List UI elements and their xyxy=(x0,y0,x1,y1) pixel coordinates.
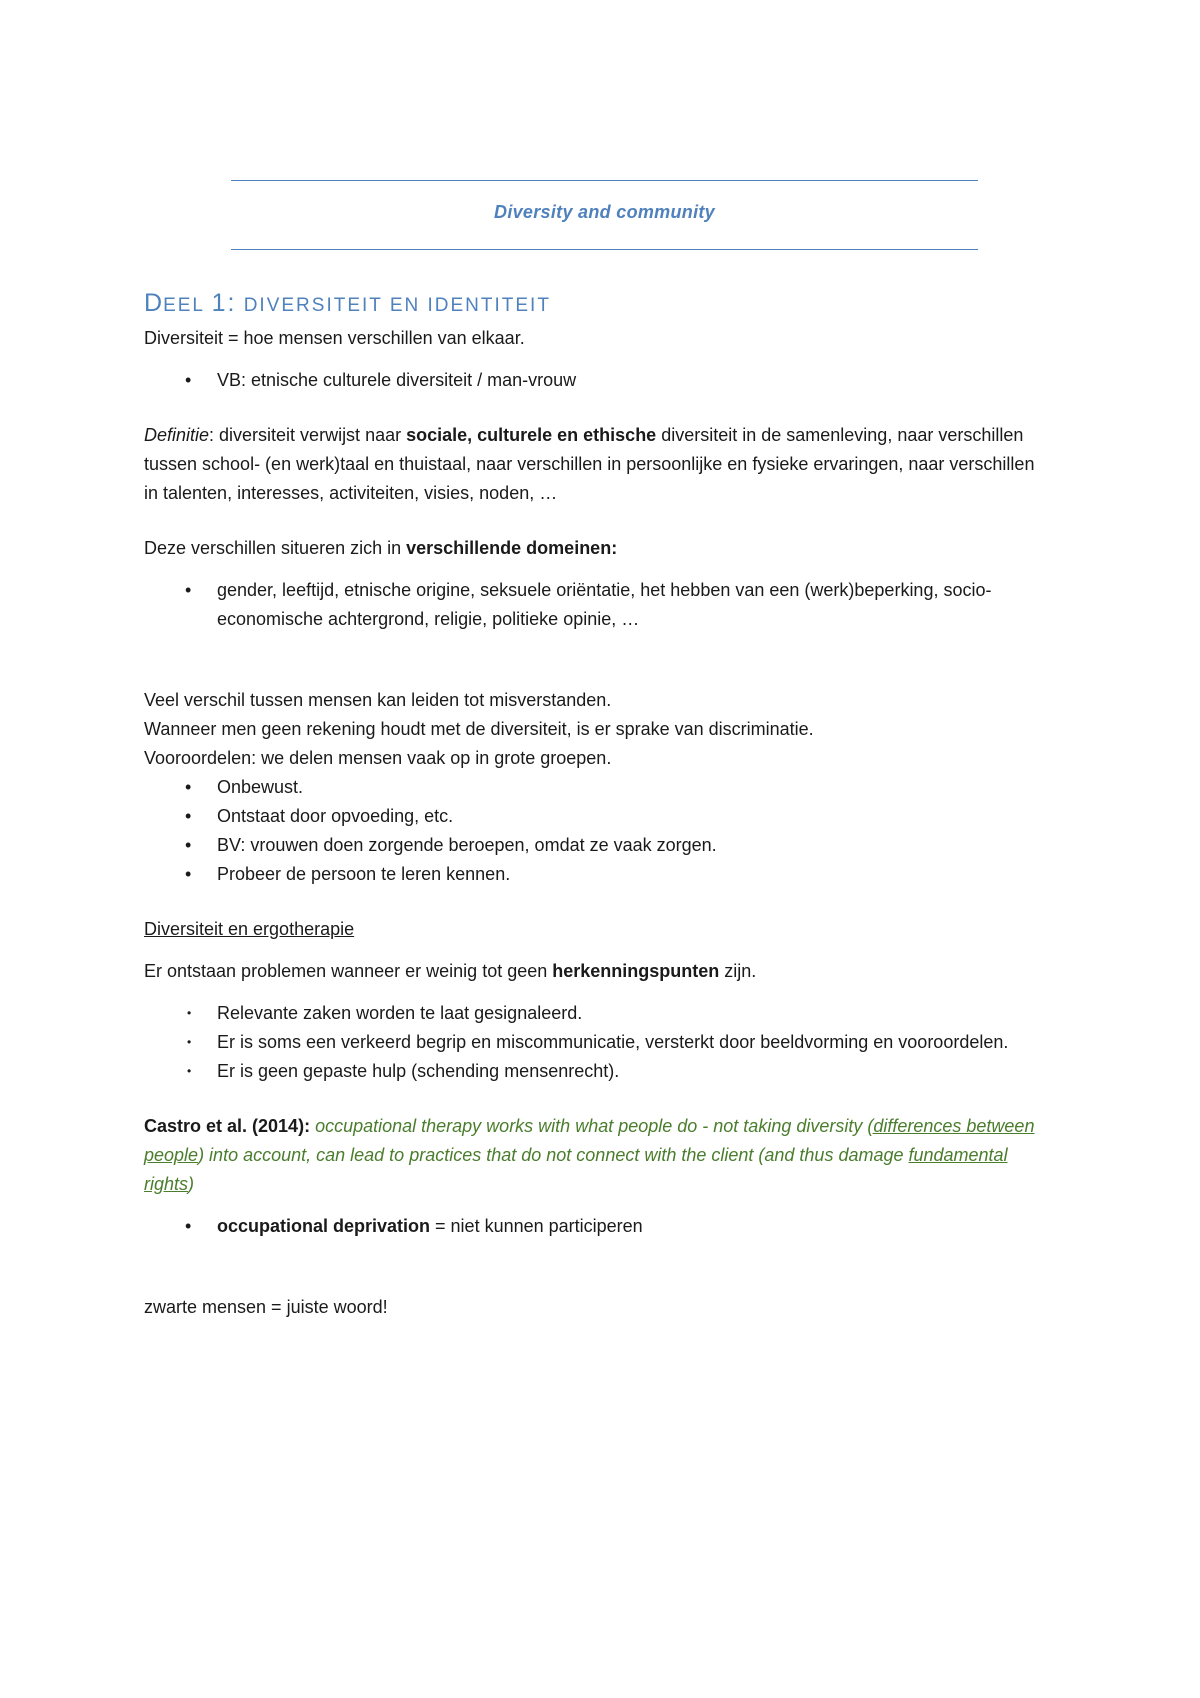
list-item xyxy=(144,1057,1044,1086)
list-item xyxy=(144,1028,1044,1057)
heading-title: DIVERSITEIT EN IDENTITEIT xyxy=(236,295,551,316)
list-item xyxy=(144,831,1044,860)
castro-quote-c: ) into account, can lead to practices that do not connect with the client (and thus damage xyxy=(198,1145,909,1165)
list-item xyxy=(144,802,1044,831)
discriminatie-line: Wanneer men geen rekening houdt met de diversiteit, is er sprake van discriminatie. xyxy=(144,719,814,739)
deprivation-bold: occupational deprivation xyxy=(217,1216,431,1236)
castro-quote-d: fundamental rights xyxy=(144,1145,1008,1194)
bullet-icon: • xyxy=(187,1006,192,1020)
bullet-icon: • xyxy=(185,806,192,826)
domains-bold: verschillende domeinen: xyxy=(406,538,618,558)
list-item-text: Er is geen gepaste hulp (schending mensenrecht). xyxy=(217,1061,620,1081)
castro-quote-e: ) xyxy=(188,1174,195,1194)
definitie-text-b: diversiteit in de samenleving, naar verschillen tussen school- (en werk)taal en thuistaal, naar verschillen in persoonlijke en fysieke ervaringen, naar verschillen in talenten, interesses, activiteiten, visies, noden, … xyxy=(144,425,1035,503)
misverstanden-line: Veel verschil tussen mensen kan leiden tot misverstanden. xyxy=(144,690,612,710)
list-item-text: Ontstaat door opvoeding, etc. xyxy=(217,806,454,826)
document-title: Diversity and community xyxy=(494,202,715,222)
bullet-icon: • xyxy=(187,1064,192,1078)
list-item xyxy=(144,773,1044,802)
bullet-icon: • xyxy=(185,370,192,390)
closing-line: zwarte mensen = juiste woord! xyxy=(144,1297,388,1317)
list-item xyxy=(144,999,1044,1028)
vb-list xyxy=(144,366,1044,395)
bullet-icon: • xyxy=(185,835,192,855)
list-item-text: Onbewust. xyxy=(217,777,304,797)
bullet-icon: • xyxy=(185,777,192,797)
problems-list xyxy=(144,999,1044,1086)
castro-quote-b: (differences between people xyxy=(144,1116,1035,1165)
list-item-text: Er is soms een verkeerd begrip en miscommunicatie, versterkt door beeldvorming en vooroordelen. xyxy=(217,1032,1009,1052)
header-rule-top xyxy=(231,180,978,181)
vooroordelen-list xyxy=(144,773,1044,889)
problems-bold: herkenningspunten xyxy=(552,961,720,981)
bullet-icon: • xyxy=(185,580,192,600)
list-item xyxy=(144,860,1044,889)
definitie-text-a: : diversiteit verwijst naar xyxy=(209,425,407,445)
castro-label: Castro et al. (2014): xyxy=(144,1116,311,1136)
list-item-text: Relevante zaken worden te laat gesignaleerd. xyxy=(217,1003,583,1023)
problems-intro xyxy=(144,957,1044,986)
bullet-icon: • xyxy=(185,1216,192,1236)
definitie-bold: sociale, culturele en ethische xyxy=(406,425,657,445)
vooroordelen-line: Vooroordelen: we delen mensen vaak op in grote groepen. xyxy=(144,748,612,768)
definitie-paragraph xyxy=(144,421,1044,508)
bullet-icon: • xyxy=(187,1035,192,1049)
problems-end: zijn. xyxy=(719,961,757,981)
header-rule-bottom xyxy=(231,249,978,250)
domains-intro xyxy=(144,534,1044,563)
document-body xyxy=(144,286,1044,1322)
list-item-text: Probeer de persoon te leren kennen. xyxy=(217,864,511,884)
deprivation-list xyxy=(144,1212,1044,1241)
bullet-icon: • xyxy=(185,864,192,884)
list-item-text: BV: vrouwen doen zorgende beroepen, omdat ze vaak zorgen. xyxy=(217,835,717,855)
deprivation-text: = niet kunnen participeren xyxy=(430,1216,643,1236)
heading-initial: D xyxy=(144,289,164,317)
heading-prefix: EEL xyxy=(163,295,212,316)
castro-quote xyxy=(144,1112,1044,1199)
castro-quote-a: occupational therapy works with what people do - not taking diversity xyxy=(310,1116,868,1136)
definitie-label: Definitie xyxy=(144,425,210,445)
problems-intro-text: Er ontstaan problemen wanneer er weinig tot geen xyxy=(144,961,553,981)
diversiteit-definition-line: Diversiteit = hoe mensen verschillen van elkaar. xyxy=(144,328,525,348)
list-item xyxy=(144,576,1044,634)
heading-number: 1: xyxy=(211,289,237,317)
list-item xyxy=(144,366,1044,395)
subheading-ergotherapie xyxy=(144,915,1044,944)
list-item-text: VB: etnische culturele diversiteit / man-vrouw xyxy=(217,370,577,390)
list-item xyxy=(144,1212,1044,1241)
subheading-text: Diversiteit en ergotherapie xyxy=(144,919,355,939)
domains-list xyxy=(144,576,1044,634)
list-item-text: gender, leeftijd, etnische origine, seksuele oriëntatie, het hebben van een (werk)beperking, socio-economische achtergrond, religie, politieke opinie, … xyxy=(217,580,992,629)
domains-intro-text: Deze verschillen situeren zich in xyxy=(144,538,407,558)
section-heading xyxy=(144,286,1044,323)
